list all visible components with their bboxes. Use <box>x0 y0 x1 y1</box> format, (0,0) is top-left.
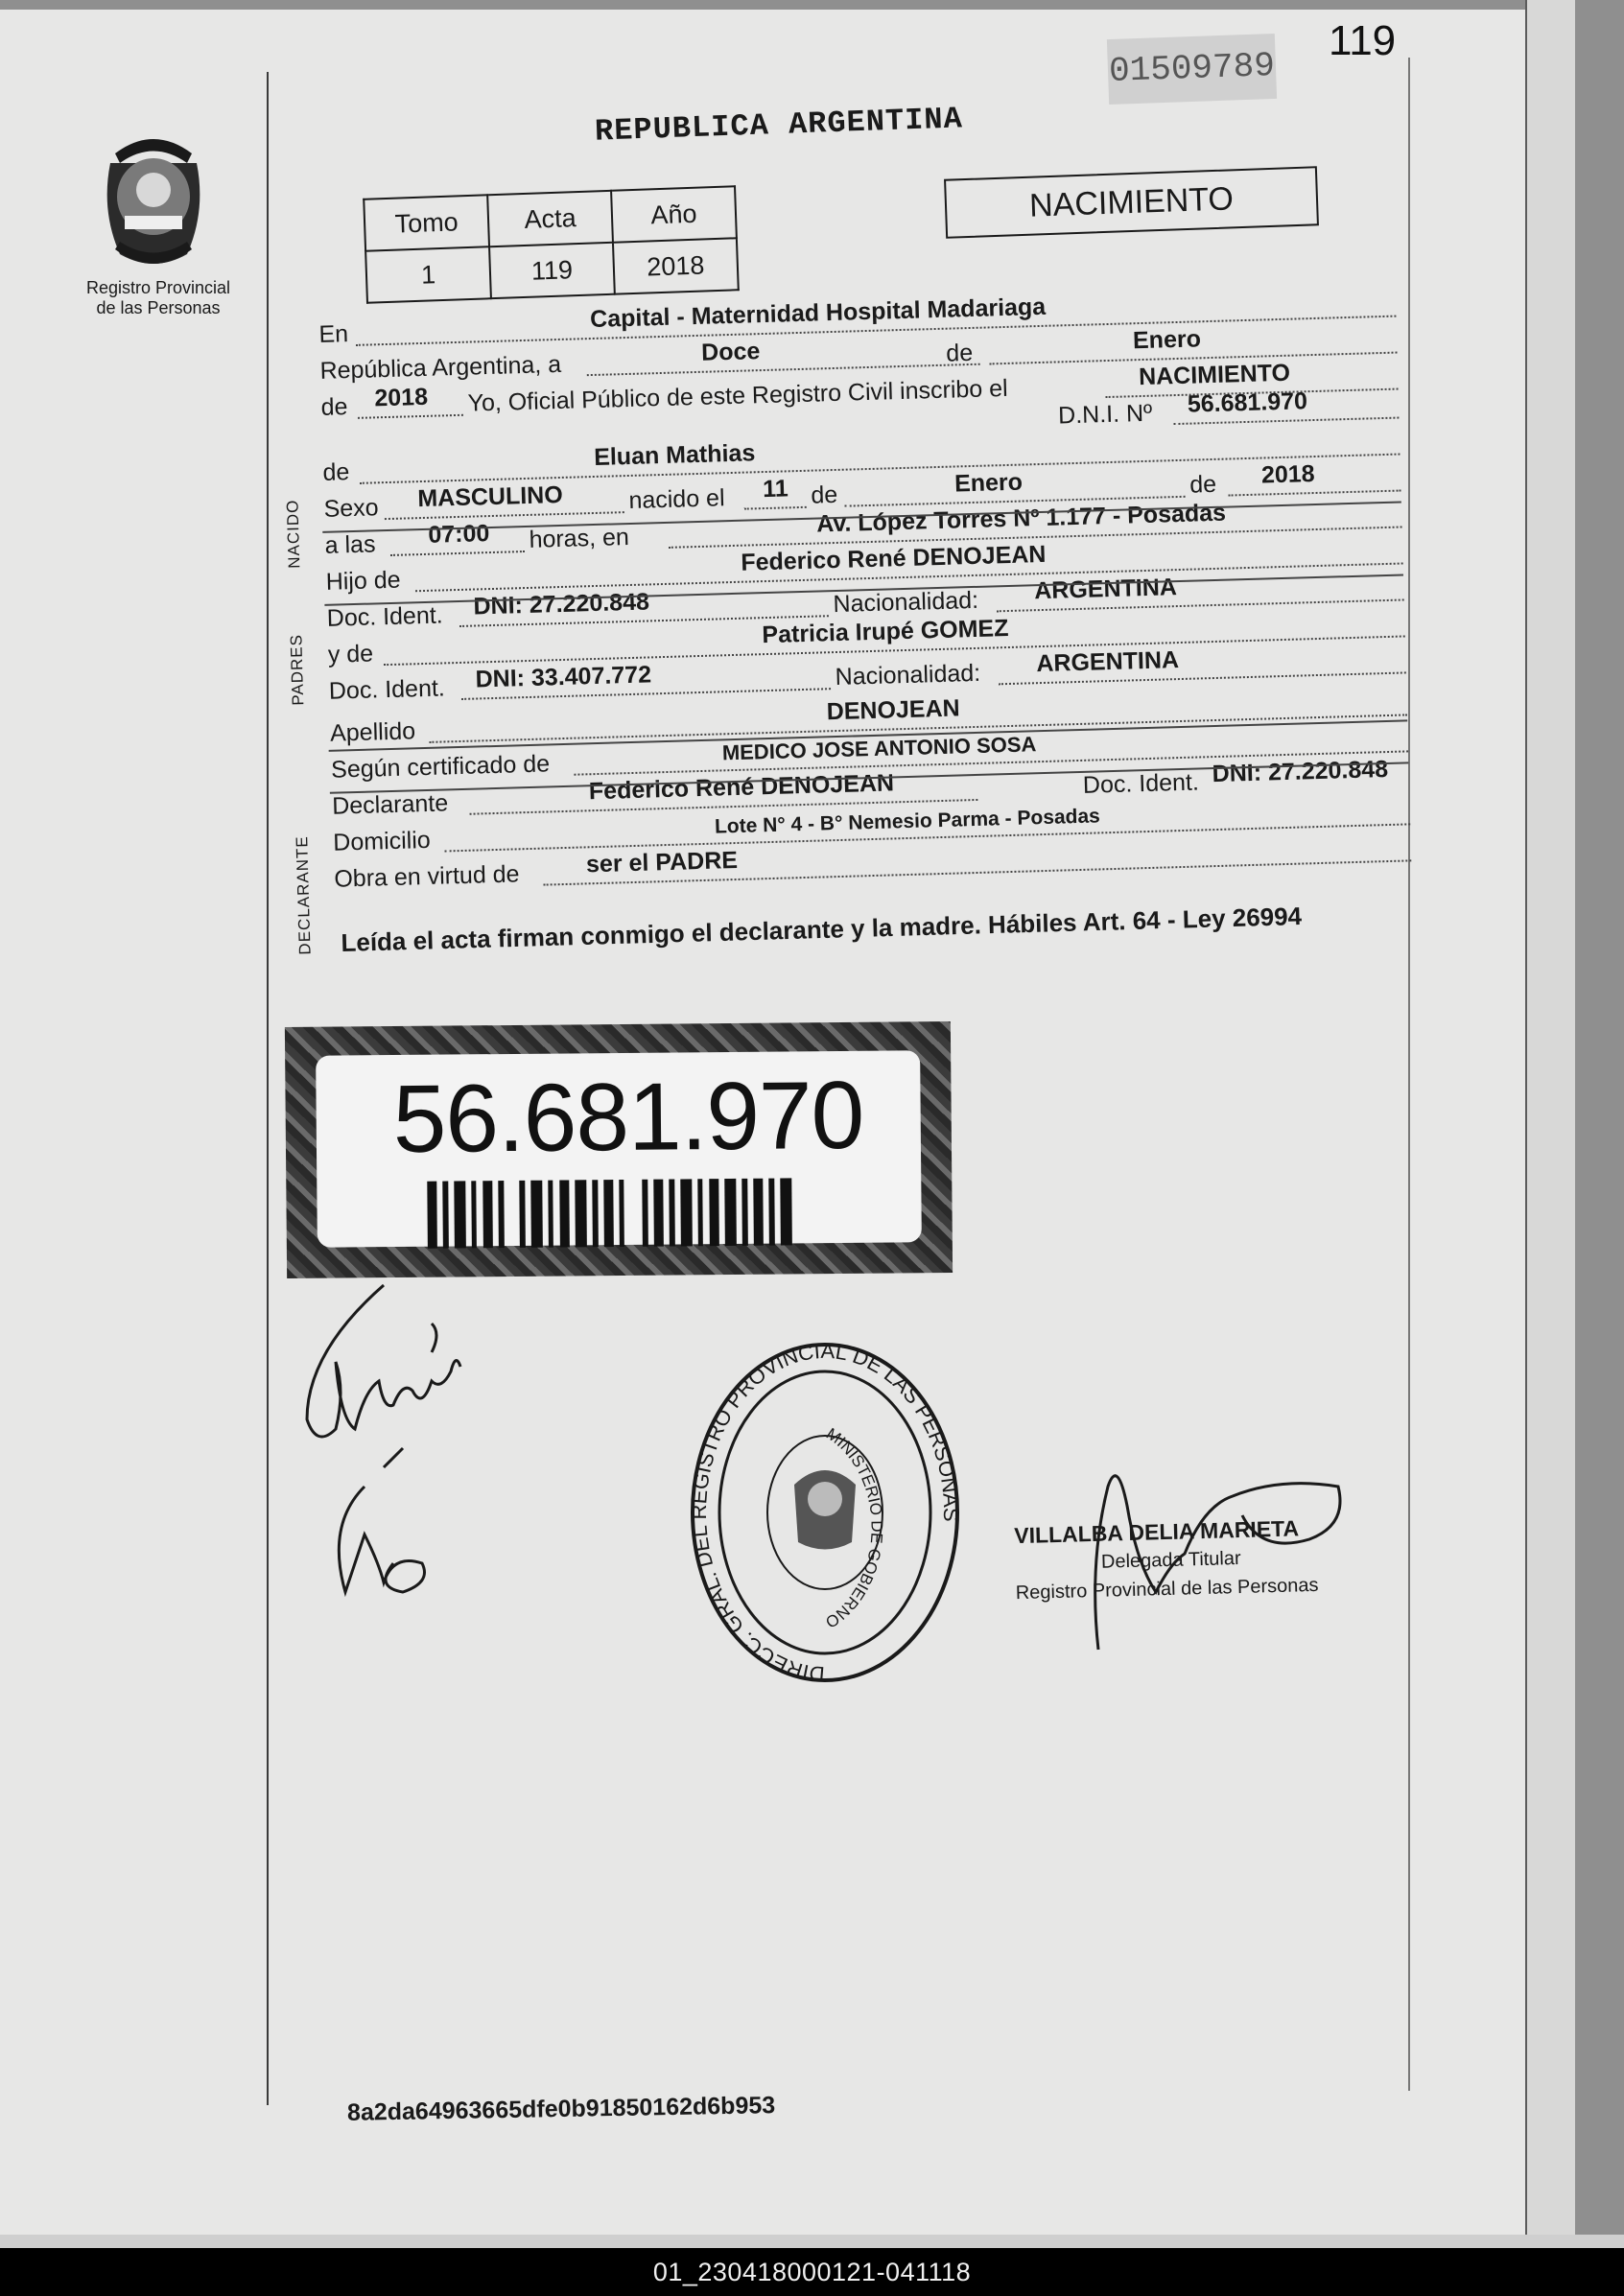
section-nacido-label: NACIDO <box>283 499 304 570</box>
value-month: Enero <box>1132 325 1202 355</box>
acta-header: Acta <box>487 191 613 246</box>
value-declarant-doc: DNI: 27.220.848 <box>1212 755 1389 788</box>
label-en: En <box>318 320 349 348</box>
registry-table <box>363 185 740 304</box>
label-declarant-doc: Doc. Ident. <box>1082 768 1200 799</box>
value-day: Doce <box>700 338 761 366</box>
label-time: a las <box>324 530 376 559</box>
label-mother: y de <box>327 640 374 668</box>
value-year: 2018 <box>374 383 429 412</box>
label-dni: D.N.I. Nº <box>1057 399 1153 430</box>
tomo-header: Tomo <box>364 195 489 250</box>
misiones-emblem-icon <box>91 125 216 278</box>
label-name-de: de <box>322 458 350 486</box>
value-inscribe: NACIMIENTO <box>1138 359 1291 391</box>
value-born-year: 2018 <box>1260 460 1316 489</box>
value-declarant: Federico René DENOJEAN <box>588 769 895 806</box>
label-father-nationality: Nacionalidad: <box>833 586 979 619</box>
value-born-month: Enero <box>953 468 1024 498</box>
file-id: 01_230418000121-041118 <box>652 2258 972 2286</box>
document-hash: 8a2da64963665dfe0b91850162d6b953 <box>346 2092 776 2126</box>
label-mother-doc: Doc. Ident. <box>328 674 446 705</box>
label-mother-nationality: Nacionalidad: <box>835 659 981 691</box>
label-certificate: Según certificado de <box>330 750 551 784</box>
label-father-doc: Doc. Ident. <box>326 601 444 632</box>
value-time: 07:00 <box>428 520 490 549</box>
value-mother-doc: DNI: 33.407.772 <box>475 661 652 693</box>
dni-label-card <box>285 1021 953 1278</box>
seal-inner-text: MINISTERIO DE GOBIERNO <box>822 1424 886 1632</box>
scan-bottom-strip <box>0 2235 1624 2248</box>
label-address: Domicilio <box>332 826 432 856</box>
value-dni: 56.681.970 <box>1187 387 1308 418</box>
page-edge <box>1525 0 1575 2244</box>
dni-label-inner <box>316 1050 922 1247</box>
official-office: Registro Provincial de las Personas <box>1015 1574 1319 1605</box>
father-signature-icon <box>288 1276 518 1611</box>
label-father: Hijo de <box>325 566 401 596</box>
left-margin-rule <box>267 72 269 2105</box>
label-declarant: Declarante <box>331 789 449 820</box>
official-signature-icon <box>1050 1448 1357 1659</box>
barcode-icon <box>427 1178 812 1248</box>
label-born: nacido el <box>628 484 725 514</box>
act-type-box: NACIMIENTO <box>944 166 1319 239</box>
anio-value: 2018 <box>613 238 739 293</box>
acta-value: 119 <box>489 243 615 298</box>
right-margin-rule <box>1408 58 1410 2091</box>
label-sex: Sexo <box>323 494 379 523</box>
page-number: 119 <box>1329 17 1397 64</box>
value-place: Capital - Maternidad Hospital Madariaga <box>589 293 1047 334</box>
value-born-day: 11 <box>762 475 789 504</box>
official-name: VILLALBA DELIA MARIETA <box>1013 1515 1300 1549</box>
value-mother-nationality: ARGENTINA <box>1036 646 1180 678</box>
value-surname: DENOJEAN <box>826 694 960 726</box>
dni-number: 56.681.970 <box>392 1061 864 1174</box>
label-de: de <box>945 339 974 367</box>
value-father-doc: DNI: 27.220.848 <box>473 588 650 621</box>
label-inscribe: Yo, Oficial Público de este Registro Civil inscribo el <box>467 374 1008 417</box>
value-certificate: MEDICO JOSE ANTONIO SOSA <box>721 732 1037 765</box>
value-name: Eluan Mathias <box>593 439 756 471</box>
tomo-value: 1 <box>365 246 491 302</box>
label-republica: República Argentina, a <box>319 350 562 385</box>
value-father-nationality: ARGENTINA <box>1033 574 1178 605</box>
anio-header: Año <box>611 186 737 242</box>
legal-notice: Leída el acta firman conmigo el declarante y la madre. Hábiles Art. 64 - Ley 26994 <box>341 902 1303 957</box>
control-number-stamp: 01509789 <box>1107 34 1277 105</box>
official-role: Delegada Titular <box>1100 1547 1241 1573</box>
value-birth-place: Av. López Torres Nº 1.177 - Posadas <box>815 499 1227 538</box>
value-father: Federico René DENOJEAN <box>740 540 1047 576</box>
value-address: Lote N° 4 - B° Nemesio Parma - Posadas <box>714 805 1101 838</box>
label-de-year: de <box>320 393 348 421</box>
value-capacity: ser el PADRE <box>585 846 739 879</box>
label-capacity: Obra en virtud de <box>333 860 520 893</box>
label-born-de: de <box>811 480 838 509</box>
section-padres-label: PADRES <box>287 633 308 706</box>
label-hours: horas, en <box>529 523 630 553</box>
seal-outer-text: DIRECC. GRAL. DEL REGISTRO PROVINCIAL DE LAS PERSONAS <box>687 1338 964 1687</box>
value-mother: Patricia Irupé GOMEZ <box>762 614 1009 649</box>
file-id-bar <box>0 2248 1624 2296</box>
page-title: REPUBLICA ARGENTINA <box>594 101 964 150</box>
official-seal-icon <box>687 1338 964 1687</box>
label-surname: Apellido <box>329 717 416 747</box>
logo-caption: Registro Provincial de las Personas <box>85 278 231 317</box>
label-born-de2: de <box>1189 470 1217 499</box>
value-sex: MASCULINO <box>416 480 564 513</box>
section-declarante-label: DECLARANTE <box>293 835 315 955</box>
